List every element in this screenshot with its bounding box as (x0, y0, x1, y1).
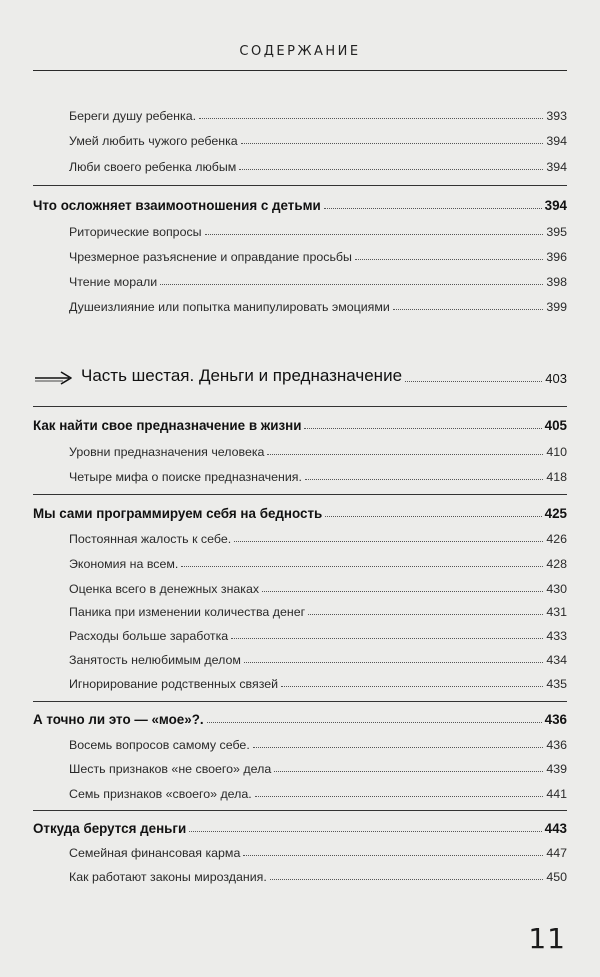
leader-dots (324, 208, 542, 209)
toc-entry-page: 426 (546, 532, 567, 546)
toc-chapter-page: 436 (544, 712, 567, 727)
leader-dots (160, 284, 543, 285)
section-divider (33, 810, 567, 811)
leader-dots (243, 855, 543, 856)
toc-entry (33, 244, 567, 264)
table-of-contents (33, 0, 567, 977)
toc-entry (33, 269, 567, 289)
toc-chapter (33, 501, 567, 521)
toc-chapter-title: Как найти свое предназначение в жизни (33, 418, 302, 433)
section-divider (33, 185, 567, 186)
leader-dots (270, 879, 544, 880)
toc-entry-title: Семейная финансовая карма (69, 846, 241, 860)
toc-entry-title: Игнорирование родственных связей (69, 677, 279, 691)
toc-entry-title: Уровни предназначения человека (69, 445, 265, 459)
toc-chapter (33, 707, 567, 727)
toc-entry-title: Шесть признаков «не своего» дела (69, 762, 272, 776)
leader-dots (405, 381, 542, 382)
toc-entry-page: 441 (546, 787, 567, 801)
toc-entry-page: 435 (546, 677, 567, 691)
leader-dots (255, 796, 544, 797)
toc-entry (33, 781, 567, 801)
leader-dots (262, 591, 543, 592)
toc-entry-page: 433 (546, 629, 567, 643)
toc-entry-page: 431 (546, 605, 567, 619)
toc-chapter-title: Что осложняет взаимоотношения с детьми (33, 198, 321, 213)
toc-entry-page: 394 (546, 134, 567, 148)
toc-part-page: 403 (545, 371, 567, 386)
toc-entry (33, 526, 567, 546)
toc-entry-title: Постоянная жалость к себе. (69, 532, 232, 546)
toc-entry (33, 219, 567, 239)
leader-dots (308, 614, 543, 615)
toc-entry (33, 294, 567, 314)
toc-entry-title: Семь признаков «своего» дела. (69, 787, 252, 801)
leader-dots (304, 428, 541, 429)
toc-entry (33, 576, 567, 596)
toc-chapter-page: 425 (544, 506, 567, 521)
toc-entry-page: 439 (546, 762, 567, 776)
toc-entry-title: Экономия на всем. (69, 557, 179, 571)
leader-dots (281, 686, 543, 687)
toc-chapter (33, 816, 567, 836)
leader-dots (239, 169, 543, 170)
toc-entry-title: Расходы больше заработка (69, 629, 229, 643)
toc-entry-title: Умей любить чужого ребенка (69, 134, 238, 148)
leader-dots (274, 771, 543, 772)
toc-entry-title: Оценка всего в денежных знаках (69, 582, 260, 596)
leader-dots (199, 118, 543, 119)
toc-entry-page: 395 (546, 225, 567, 239)
toc-entry (33, 647, 567, 667)
toc-entry (33, 840, 567, 860)
toc-part (33, 362, 567, 386)
leader-dots (253, 747, 544, 748)
toc-chapter-title: Мы сами программируем себя на бедность (33, 506, 323, 521)
toc-chapter-title: А точно ли это — «мое»?. (33, 712, 204, 727)
toc-entry-page: 398 (546, 275, 567, 289)
toc-chapter (33, 413, 567, 433)
leader-dots (241, 143, 544, 144)
arrow-right-icon (33, 370, 75, 386)
toc-entry-page: 396 (546, 250, 567, 264)
page-number: 11 (528, 922, 566, 955)
toc-chapter (33, 193, 567, 213)
toc-entry-page: 436 (546, 738, 567, 752)
section-divider (33, 701, 567, 702)
toc-entry-page: 418 (546, 470, 567, 484)
toc-entry (33, 154, 567, 174)
toc-chapter-title: Откуда берутся деньги (33, 821, 187, 836)
toc-chapter-page: 394 (544, 198, 567, 213)
toc-entry-page: 410 (546, 445, 567, 459)
toc-entry (33, 464, 567, 484)
toc-entry (33, 128, 567, 148)
toc-entry-page: 430 (546, 582, 567, 596)
leader-dots (207, 722, 542, 723)
section-divider (33, 406, 567, 407)
toc-chapter-page: 443 (544, 821, 567, 836)
toc-entry-title: Занятость нелюбимым делом (69, 653, 241, 667)
toc-entry-page: 428 (546, 557, 567, 571)
toc-entry-title: Риторические вопросы (69, 225, 202, 239)
toc-entry (33, 756, 567, 776)
toc-entry-title: Люби своего ребенка любым (69, 160, 237, 174)
toc-entry (33, 551, 567, 571)
toc-entry-title: Чрезмерное разъяснение и оправдание просьбы (69, 250, 352, 264)
leader-dots (305, 479, 543, 480)
toc-entry (33, 599, 567, 619)
leader-dots (205, 234, 544, 235)
leader-dots (181, 566, 543, 567)
leader-dots (325, 516, 541, 517)
leader-dots (393, 309, 543, 310)
toc-entry-title: Четыре мифа о поиске предназначения. (69, 470, 302, 484)
toc-entry-title: Как работают законы мироздания. (69, 870, 267, 884)
toc-entry (33, 671, 567, 691)
leader-dots (355, 259, 543, 260)
page-header: СОДЕРЖАНИЕ (239, 44, 361, 59)
toc-entry-page: 447 (546, 846, 567, 860)
leader-dots (244, 662, 543, 663)
section-divider (33, 494, 567, 495)
toc-entry-page: 434 (546, 653, 567, 667)
toc-entry-title: Восемь вопросов самому себе. (69, 738, 250, 752)
toc-entry-page: 399 (546, 300, 567, 314)
toc-part-title: Часть шестая. Деньги и предназначение (81, 366, 403, 385)
toc-entry-title: Береги душу ребенка. (69, 109, 197, 123)
toc-entry (33, 864, 567, 884)
toc-entry (33, 623, 567, 643)
toc-entry-title: Душеизлияние или попытка манипулировать эмоциями (69, 300, 390, 314)
toc-entry (33, 732, 567, 752)
leader-dots (267, 454, 543, 455)
toc-entry-title: Паника при изменении количества денег (69, 605, 306, 619)
toc-entry-page: 393 (546, 109, 567, 123)
toc-chapter-page: 405 (544, 418, 567, 433)
leader-dots (234, 541, 543, 542)
leader-dots (189, 831, 541, 832)
toc-entry (33, 103, 567, 123)
leader-dots (231, 638, 543, 639)
toc-entry-title: Чтение морали (69, 275, 158, 289)
toc-entry-page: 450 (546, 870, 567, 884)
toc-entry-page: 394 (546, 160, 567, 174)
toc-entry (33, 439, 567, 459)
